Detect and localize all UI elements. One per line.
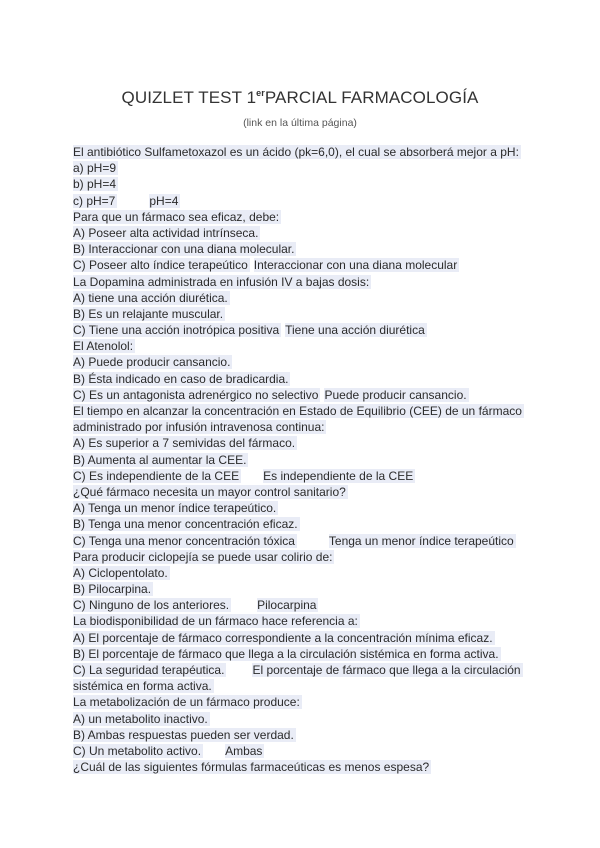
quiz-line-text: B) Ésta indicado en caso de bradicardia. bbox=[73, 371, 289, 386]
quiz-line-text: C) Ninguno de los anteriores. bbox=[73, 598, 230, 613]
quiz-answer-text: Tenga un menor índice terapeútico bbox=[328, 533, 514, 548]
quiz-line-text: administrado por infusión intravenosa continua: bbox=[73, 420, 325, 435]
quiz-line bbox=[73, 581, 573, 597]
quiz-line-text: C) Poseer alto índice terapeútico bbox=[73, 258, 248, 273]
quiz-line bbox=[73, 419, 573, 435]
title-main: QUIZLET TEST 1 bbox=[121, 88, 257, 107]
quiz-line-text: A) tiene una acción diurética. bbox=[73, 290, 228, 305]
quiz-line-text: C) Tiene una acción inotrópica positiva bbox=[73, 323, 280, 338]
quiz-body bbox=[73, 144, 573, 775]
quiz-line-text: b) pH=4 bbox=[73, 177, 117, 192]
quiz-line bbox=[73, 306, 573, 322]
quiz-line bbox=[73, 613, 573, 629]
quiz-line-text: El antibiótico Sulfametoxazol es un ácido (pk=6,0), el cual se absorberá mejor a pH: bbox=[73, 145, 519, 159]
quiz-line bbox=[73, 193, 573, 209]
quiz-answer-text: El porcentaje de fármaco que llega a la circulación bbox=[252, 663, 521, 677]
quiz-line-text: La metabolización de un fármaco produce: bbox=[73, 695, 300, 710]
quiz-line-text: ¿Qué fármaco necesita un mayor control sanitario? bbox=[73, 484, 346, 499]
document-title bbox=[0, 88, 600, 108]
quiz-line bbox=[73, 322, 573, 338]
quiz-answer-text: Ambas bbox=[225, 743, 263, 758]
title-superscript: er bbox=[256, 88, 265, 98]
quiz-line bbox=[73, 225, 573, 241]
quiz-line bbox=[73, 403, 573, 419]
quiz-line bbox=[73, 597, 573, 613]
quiz-line bbox=[73, 160, 573, 176]
quiz-line-text: B) Interaccionar con una diana molecular. bbox=[73, 242, 295, 257]
quiz-answer-text: Interaccionar con una diana molecular bbox=[253, 258, 458, 273]
title-rest: PARCIAL FARMACOLOGÍA bbox=[264, 88, 479, 107]
quiz-answer-text: Es independiente de la CEE bbox=[263, 468, 414, 483]
quiz-line bbox=[73, 630, 573, 646]
quiz-line bbox=[73, 468, 573, 484]
quiz-line-text: B) Es un relajante muscular. bbox=[73, 306, 224, 321]
quiz-line bbox=[73, 435, 573, 451]
quiz-answer-text: Pilocarpina bbox=[257, 598, 317, 613]
quiz-line-text: La Dopamina administrada en infusión IV a bajas dosis: bbox=[73, 274, 370, 289]
quiz-line-text: Para producir ciclopejía se puede usar colirio de: bbox=[73, 549, 333, 564]
quiz-line bbox=[73, 274, 573, 290]
quiz-line bbox=[73, 759, 573, 775]
quiz-line bbox=[73, 694, 573, 710]
quiz-line bbox=[73, 209, 573, 225]
quiz-line-text: El Atenolol: bbox=[73, 339, 134, 354]
quiz-line-text: B) Ambas respuestas pueden ser verdad. bbox=[73, 727, 294, 742]
quiz-line bbox=[73, 565, 573, 581]
quiz-line bbox=[73, 711, 573, 727]
quiz-line-text: B) El porcentaje de fármaco que llega a la circulación sistémica en forma activa. bbox=[73, 646, 499, 661]
quiz-line-text: C) Un metabolito activo. bbox=[73, 743, 202, 758]
quiz-line-text: B) Tenga una menor concentración eficaz. bbox=[73, 517, 298, 532]
quiz-line bbox=[73, 678, 573, 694]
quiz-line-text: A) Puede producir cansancio. bbox=[73, 355, 231, 370]
quiz-line-text: C) Tenga una menor concentración tóxica bbox=[73, 533, 295, 548]
quiz-line bbox=[73, 662, 573, 678]
quiz-line-text: La biodisponibilidad de un fármaco hace referencia a: bbox=[73, 614, 358, 629]
quiz-line bbox=[73, 257, 573, 273]
quiz-line bbox=[73, 452, 573, 468]
quiz-line-text: B) Aumenta al aumentar la CEE. bbox=[73, 452, 247, 467]
quiz-line bbox=[73, 533, 573, 549]
quiz-line bbox=[73, 354, 573, 370]
quiz-line-text: c) pH=7 bbox=[73, 193, 116, 208]
quiz-line-text: A) Tenga un menor índice terapeútico. bbox=[73, 501, 277, 516]
quiz-line bbox=[73, 516, 573, 532]
quiz-line bbox=[73, 371, 573, 387]
quiz-line-text: A) Es superior a 7 semividas del fármaco. bbox=[73, 436, 296, 451]
quiz-line-text: El tiempo en alcanzar la concentración en Estado de Equilibrio (CEE) de un fármaco bbox=[73, 404, 522, 418]
quiz-line bbox=[73, 338, 573, 354]
quiz-line-text: A) Poseer alta actividad intrínseca. bbox=[73, 225, 259, 240]
quiz-line bbox=[73, 727, 573, 743]
quiz-line bbox=[73, 176, 573, 192]
quiz-line-text: C) La seguridad terapéutica. bbox=[73, 663, 225, 677]
quiz-answer-text: pH=4 bbox=[149, 193, 179, 208]
quiz-line-text: sistémica en forma activa. bbox=[73, 679, 212, 694]
quiz-answer-text: Puede producir cansancio. bbox=[324, 387, 467, 402]
quiz-line bbox=[73, 500, 573, 516]
quiz-line-text: C) Es un antagonista adrenérgico no selectivo bbox=[73, 387, 319, 402]
quiz-line-text: B) Pilocarpina. bbox=[73, 582, 152, 597]
quiz-line-text: A) Ciclopentolato. bbox=[73, 565, 168, 580]
quiz-line-text: A) El porcentaje de fármaco correspondiente a la concentración mínima eficaz. bbox=[73, 630, 493, 645]
quiz-line bbox=[73, 646, 573, 662]
quiz-line bbox=[73, 290, 573, 306]
quiz-line bbox=[73, 549, 573, 565]
quiz-line-text: Para que un fármaco sea eficaz, debe: bbox=[73, 209, 280, 224]
quiz-line bbox=[73, 387, 573, 403]
quiz-line-text: a) pH=9 bbox=[73, 161, 117, 176]
quiz-line-text: C) Es independiente de la CEE bbox=[73, 468, 240, 483]
quiz-line-text: A) un metabolito inactivo. bbox=[73, 711, 208, 726]
quiz-line-text: ¿Cuál de las siguientes fórmulas farmaceúticas es menos espesa? bbox=[73, 760, 430, 775]
document-subtitle: (link en la última página) bbox=[243, 117, 357, 129]
quiz-line bbox=[73, 743, 573, 759]
quiz-answer-text: Tiene una acción diurética bbox=[285, 323, 425, 338]
quiz-line bbox=[73, 144, 573, 160]
quiz-line bbox=[73, 484, 573, 500]
quiz-line bbox=[73, 241, 573, 257]
